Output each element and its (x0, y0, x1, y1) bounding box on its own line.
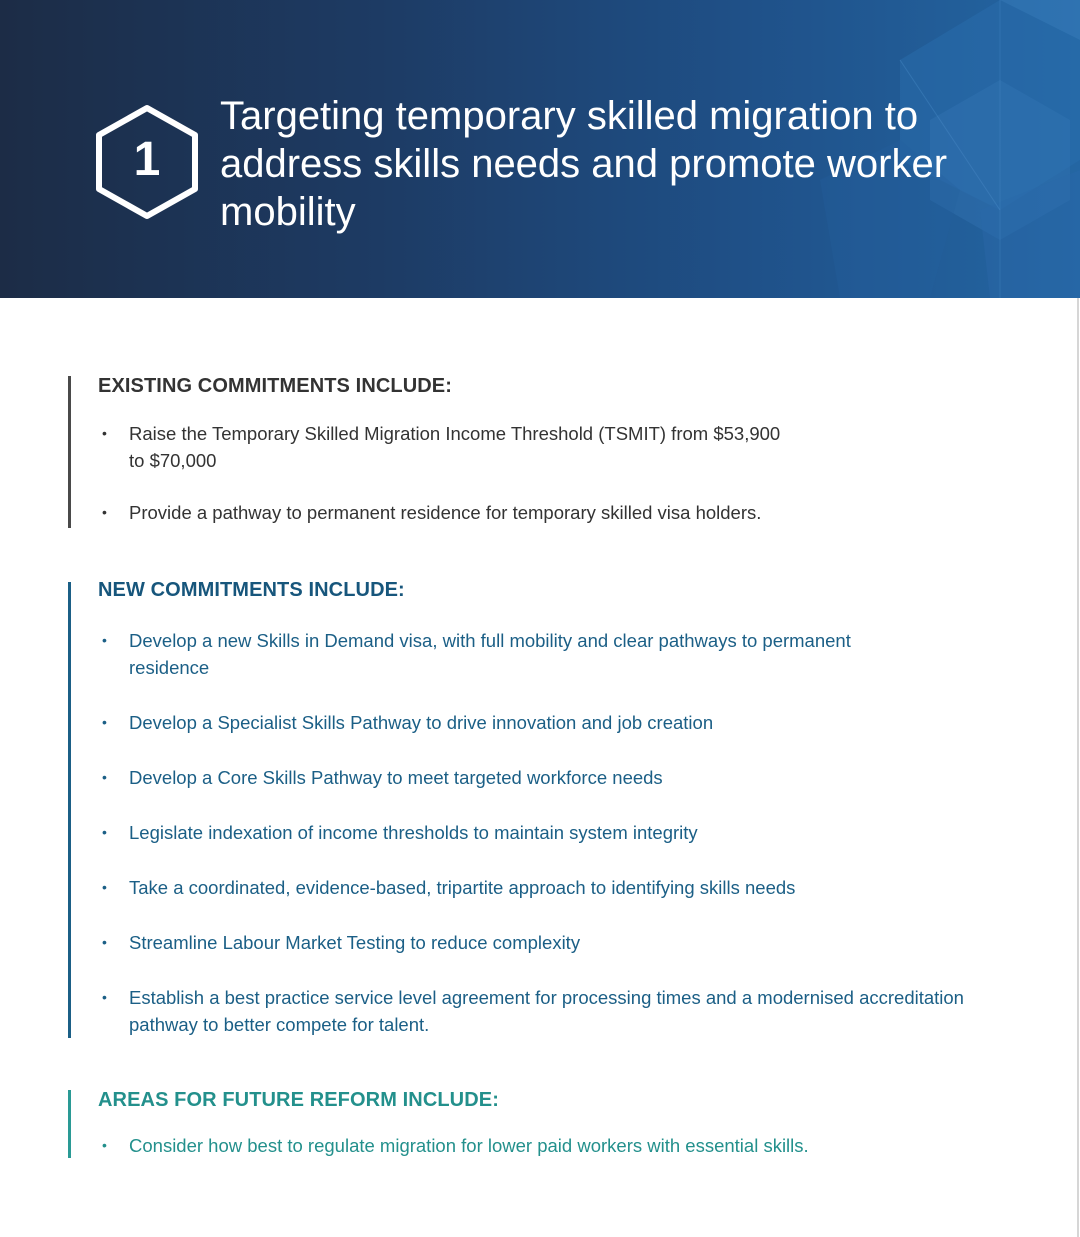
list-item-text: Legislate indexation of income thresholds to maintain system integrity (129, 822, 698, 843)
bullet-icon: • (102, 504, 107, 520)
bullet-icon: • (102, 1137, 107, 1153)
bullet-icon: • (102, 934, 107, 950)
list-item (98, 764, 1018, 791)
list-item-text: Establish a best practice service level agreement for processing times and a modernised accreditation pathway to better compete for talent. (129, 987, 964, 1035)
section-heading: AREAS FOR FUTURE REFORM INCLUDE: (98, 1089, 499, 1111)
bullet-icon: • (102, 425, 107, 441)
page-title: Targeting temporary skilled migration to address skills needs and promote worker mobility (220, 94, 948, 234)
commitment-list (98, 627, 1018, 1066)
future-reform-section (68, 1090, 1028, 1158)
list-item (98, 819, 1018, 846)
bullet-icon: • (102, 769, 107, 785)
bullet-icon: • (102, 989, 107, 1005)
existing-commitments-section (68, 376, 1028, 528)
bullet-icon: • (102, 632, 107, 648)
list-item (98, 627, 1018, 681)
header-banner (0, 0, 1080, 298)
list-item (98, 1132, 1018, 1159)
list-item-text: Streamline Labour Market Testing to reduce complexity (129, 932, 581, 953)
list-item (98, 499, 1018, 526)
page-edge-divider (1077, 298, 1079, 1237)
reform-list (98, 1132, 1018, 1159)
commitment-list (98, 420, 1018, 551)
section-heading: NEW COMMITMENTS INCLUDE: (98, 579, 405, 601)
section-accent-bar (68, 582, 71, 1038)
bullet-icon: • (102, 714, 107, 730)
section-heading: EXISTING COMMITMENTS INCLUDE: (98, 375, 453, 397)
new-commitments-section (68, 579, 1028, 1038)
list-item (98, 984, 1018, 1038)
section-accent-bar (68, 1090, 71, 1158)
bullet-icon: • (102, 879, 107, 895)
list-item-text: Develop a new Skills in Demand visa, with full mobility and clear pathways to permanent residence (129, 630, 851, 678)
list-item-text: Develop a Core Skills Pathway to meet targeted workforce needs (129, 767, 663, 788)
list-item-text: Take a coordinated, evidence-based, tripartite approach to identifying skills needs (129, 877, 796, 898)
list-item (98, 874, 1018, 901)
list-item-text: Consider how best to regulate migration for lower paid workers with essential skills. (129, 1135, 809, 1156)
section-number-badge (94, 104, 200, 220)
list-item-text: Provide a pathway to permanent residence for temporary skilled visa holders. (129, 502, 762, 523)
list-item (98, 709, 1018, 736)
list-item (98, 929, 1018, 956)
list-item-text: Develop a Specialist Skills Pathway to drive innovation and job creation (129, 712, 714, 733)
section-accent-bar (68, 376, 71, 528)
list-item-text: Raise the Temporary Skilled Migration Income Threshold (TSMIT) from $53,900 to $70,000 (129, 423, 781, 471)
list-item (98, 420, 1018, 474)
section-number: 1 (133, 133, 161, 186)
bullet-icon: • (102, 824, 107, 840)
